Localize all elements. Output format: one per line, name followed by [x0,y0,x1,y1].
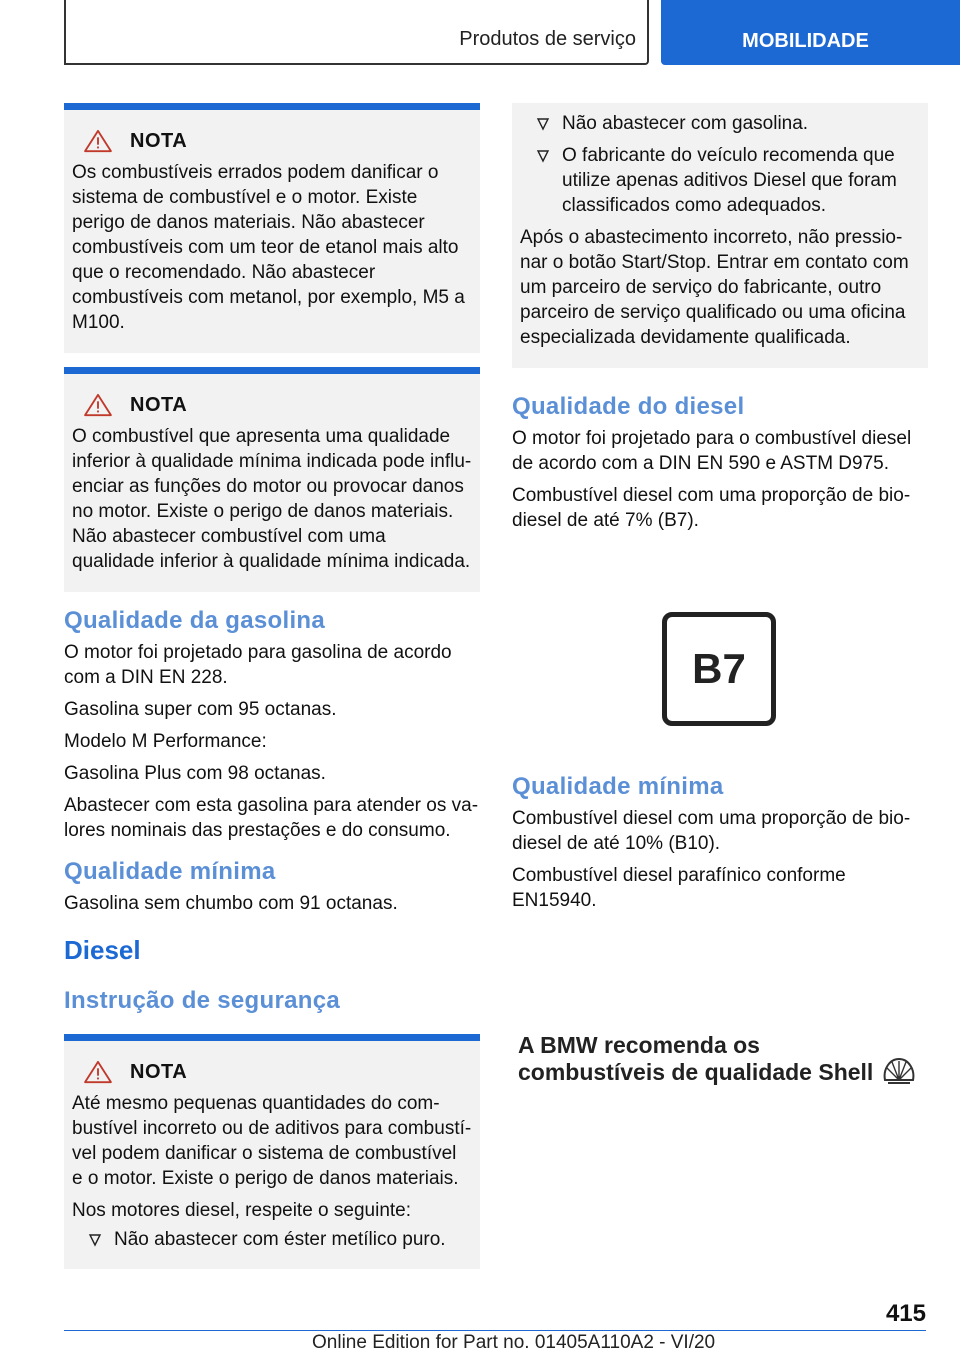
paragraph: O motor foi projetado para gasolina de acordo com a DIN EN 228. [64,642,452,688]
warning-note-3-continued [512,103,928,368]
chapter-tab-label: MOBILIDADE [742,30,869,52]
paragraph: Abastecer com esta gasolina para atender os valores nominais das prestações e do consumo. [64,795,479,841]
bullet-list [72,1227,472,1252]
paragraph: Modelo M Performance: [64,731,267,752]
paragraph: Combustível diesel parafínico conforme EN15940. [512,865,846,911]
note-text: Os combustíveis errados podem danificar o sistema de combustível e o motor. Existe perigo de danos materiais. Não abastecer combustíveis com um teor de etanol mais alto que o recomendado. Não abastecer combustíveis com metanol, por exemplo, M5 a M100. [72,162,465,333]
warning-triangle-icon [82,1060,114,1084]
warning-triangle-icon [82,129,114,153]
b7-fuel-label: B7 [662,612,776,726]
note-title: NOTA [130,393,188,416]
heading-diesel: Diesel [64,935,141,965]
warning-triangle-icon [82,393,114,417]
heading-minimum-quality-diesel: Qualidade mínima [512,773,724,800]
heading-minimum-quality: Qualidade mínima [64,858,276,885]
warning-note-3 [64,1034,480,1269]
chapter-tab [661,0,960,65]
paragraph: Gasolina Plus com 98 octanas. [64,763,326,784]
shell-recommendation [518,1032,918,1086]
paragraph: Combustível diesel com uma proporção de biodiesel de até 10% (B10). [512,808,911,854]
bullet-list [520,111,920,218]
left-column [64,103,480,1269]
footer-edition: Online Edition for Part no. 01405A110A2 - VI/20 [312,1332,716,1353]
list-item-text: Não abastecer com éster metílico puro. [114,1229,446,1250]
note-text: O combustível que apresenta uma qualidade inferior à qualidade mínima indicada pode influenciar as funções do motor ou provocar danos no motor. Existe o perigo de danos materiais. Não abastecer combustível com uma qualidade inferior à qualidade mínima indicada. [72,426,472,572]
footer-rule [64,1330,926,1331]
note-title: NOTA [130,129,188,152]
note-text: Até mesmo pequenas quantidades do combustível incorreto ou de aditivos para combustível podem danificar o sistema de combustível e o motor. Existe o perigo de danos materiais. [72,1093,472,1189]
warning-note-2 [64,367,480,592]
header-section-title: Produtos de serviço [459,28,636,50]
list-item [520,143,920,218]
triangle-bullet-icon [88,1233,102,1247]
shell-line-1: A BMW recomenda os [518,1032,760,1058]
heading-gasoline-quality: Qualidade da gasolina [64,607,326,634]
list-item [520,111,920,136]
page-header [0,0,960,66]
note-header [72,390,472,420]
paragraph: Gasolina sem chumbo com 91 octanas. [64,893,398,914]
triangle-bullet-icon [536,149,550,163]
right-column [512,103,928,920]
note-header [72,126,472,156]
paragraph: O motor foi projetado para o combustível diesel de acordo com a DIN EN 590 e ASTM D975. [512,428,912,474]
paragraph: Combustível diesel com uma proporção de biodiesel de até 7% (B7). [512,485,911,531]
list-item [72,1227,472,1252]
note-text: Nos motores diesel, respeite o seguinte: [72,1200,412,1221]
list-item-text: O fabricante do veículo recomenda que utilize apenas aditivos Diesel que foram classificados como adequados. [562,145,897,216]
shell-line-2: combustíveis de qualidade Shell [518,1059,874,1085]
list-item-text: Não abastecer com gasolina. [562,113,809,134]
note-text: Após o abastecimento incorreto, não pressionar o botão Start/Stop. Entrar em contato com um parceiro de serviço do fabricante, outro parceiro de serviço qualificado ou uma oficina especializada devidamente qualificada. [520,227,909,348]
page-number: 415 [885,1300,926,1327]
note-header [72,1057,472,1087]
triangle-bullet-icon [536,117,550,131]
heading-safety-instruction: Instrução de segurança [64,987,341,1014]
warning-note-1 [64,103,480,353]
b7-symbol-area [512,540,928,750]
note-title: NOTA [130,1060,188,1083]
paragraph: Gasolina super com 95 octanas. [64,699,337,720]
shell-logo-icon [882,1056,916,1086]
heading-diesel-quality: Qualidade do diesel [512,393,745,420]
